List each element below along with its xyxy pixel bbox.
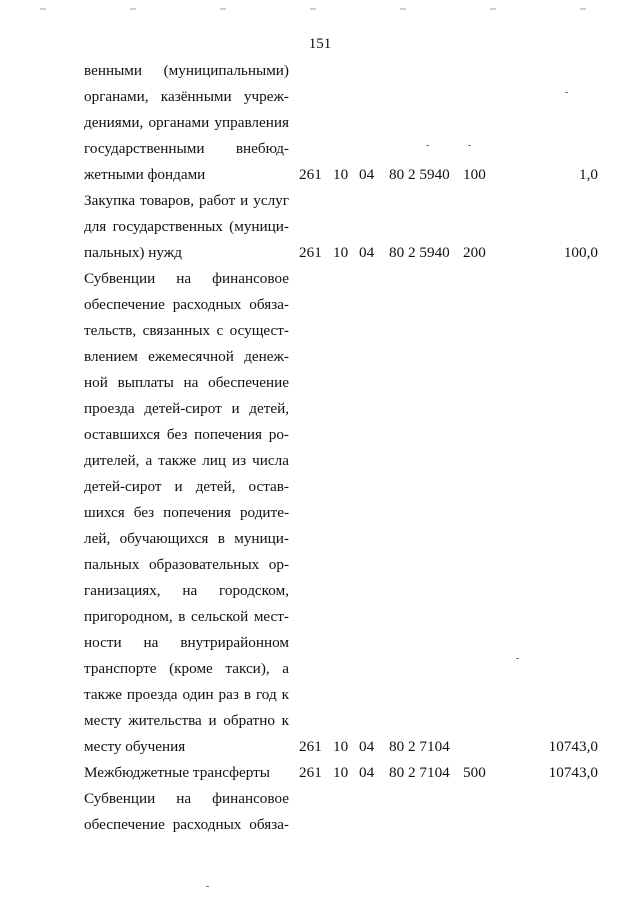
code-grbs: 261: [299, 764, 322, 781]
page-number: 151: [308, 36, 332, 52]
scan-speck: [516, 658, 519, 659]
code-expense-type: 100: [463, 166, 486, 183]
code-section: 10: [333, 764, 349, 781]
code-section: 10: [333, 166, 349, 183]
row-description-line: также проезда один раз в год к: [84, 686, 289, 703]
row-description-line: пальных образовательных ор-: [84, 556, 289, 573]
row-description-line: лей, обучающихся в муници-: [84, 530, 289, 547]
row-description-line: Субвенции на финансовое: [84, 790, 289, 807]
code-subsection: 04: [359, 738, 375, 755]
amount: 100,0: [563, 244, 598, 261]
row-description-line: шихся без попечения родите-: [84, 504, 289, 521]
row-description-line: детей-сирот и детей, остав-: [84, 478, 289, 495]
row-description-line: дениями, органами управления: [84, 114, 289, 131]
row-description-line: пригородном, в сельской мест-: [84, 608, 289, 625]
row-description-line: месту жительства и обратно к: [84, 712, 289, 729]
row-description-line: проезда детей-сирот и детей,: [84, 400, 289, 417]
code-grbs: 261: [299, 738, 322, 755]
row-description-line: ганизациях, на городском,: [84, 582, 289, 599]
row-description-line: месту обучения: [84, 738, 186, 755]
row-description-line: органами, казёнными учреж-: [84, 88, 289, 105]
code-target-article: 80 2 7104: [389, 738, 450, 755]
code-section: 10: [333, 244, 349, 261]
row-description-line: государственными внебюд-: [84, 140, 289, 157]
row-description-line: Субвенции на финансовое: [84, 270, 289, 287]
code-grbs: 261: [299, 166, 322, 183]
row-description-line: дителей, а также лиц из числа: [84, 452, 289, 469]
scan-speck: [565, 92, 568, 93]
code-expense-type: 500: [463, 764, 486, 781]
code-grbs: 261: [299, 244, 322, 261]
scan-speck: [468, 145, 471, 146]
code-target-article: 80 2 5940: [389, 166, 450, 183]
code-expense-type: 200: [463, 244, 486, 261]
code-subsection: 04: [359, 166, 375, 183]
scan-speck: [426, 145, 429, 146]
scan-edge-noise: [0, 8, 640, 10]
code-target-article: 80 2 7104: [389, 764, 450, 781]
row-description-line: тельств, связанных с осущест-: [84, 322, 289, 339]
row-description-line: обеспечение расходных обяза-: [84, 296, 289, 313]
row-description-line: транспорте (кроме такси), а: [84, 660, 289, 677]
amount: 10743,0: [548, 738, 598, 755]
amount: 1,0: [579, 166, 598, 183]
row-description-line: ности на внутрирайонном: [84, 634, 289, 651]
row-description-line: пальных) нужд: [84, 244, 183, 261]
row-description-line: оставшихся без попечения ро-: [84, 426, 289, 443]
row-description-line: венными (муниципальными): [84, 62, 289, 79]
row-description-line: жетными фондами: [84, 166, 206, 183]
row-description-line: Закупка товаров, работ и услуг: [84, 192, 289, 209]
row-description-line: ной выплаты на обеспечение: [84, 374, 289, 391]
row-description-line: для государственных (муници-: [84, 218, 289, 235]
code-subsection: 04: [359, 244, 375, 261]
scan-speck: [206, 886, 209, 887]
code-section: 10: [333, 738, 349, 755]
row-description-line: обеспечение расходных обяза-: [84, 816, 289, 833]
row-description-line: Межбюджетные трансферты: [84, 764, 270, 781]
amount: 10743,0: [548, 764, 598, 781]
code-target-article: 80 2 5940: [389, 244, 450, 261]
code-subsection: 04: [359, 764, 375, 781]
row-description-line: влением ежемесячной денеж-: [84, 348, 289, 365]
